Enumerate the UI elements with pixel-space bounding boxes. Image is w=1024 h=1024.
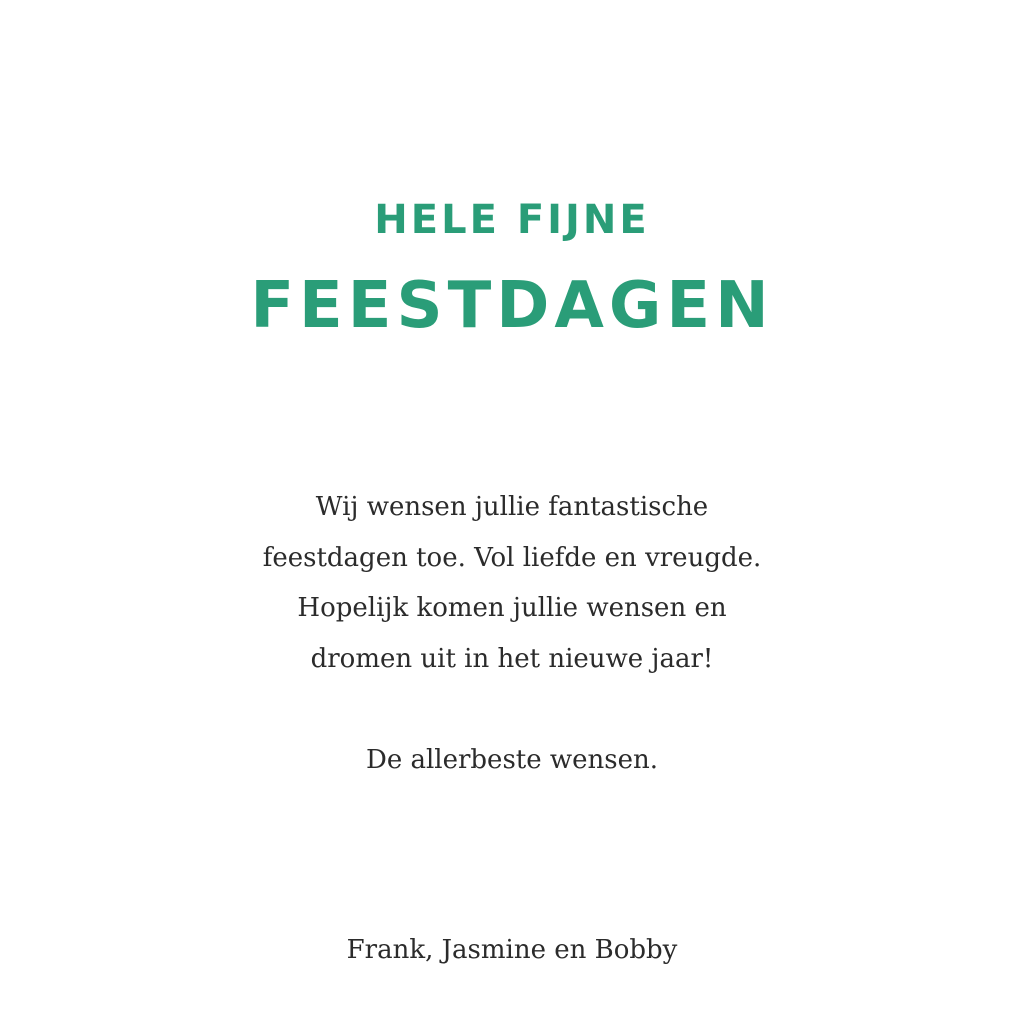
heading-line-1: HELE FIJNE [374,197,650,243]
message-line: dromen uit in het nieuwe jaar! [310,643,714,674]
heading-line-2: FEESTDAGEN [250,269,774,343]
signature-text: Frank, Jasmine en Bobby [346,935,678,965]
message-line: Hopelijk komen jullie wensen en [297,593,727,623]
message-line: Wij wensen jullie fantastische [315,492,709,522]
closing-text: De allerbeste wensen. [365,745,659,775]
message-body [0,482,1024,684]
message-line: feestdagen toe. Vol liefde en vreugde. [262,542,762,573]
